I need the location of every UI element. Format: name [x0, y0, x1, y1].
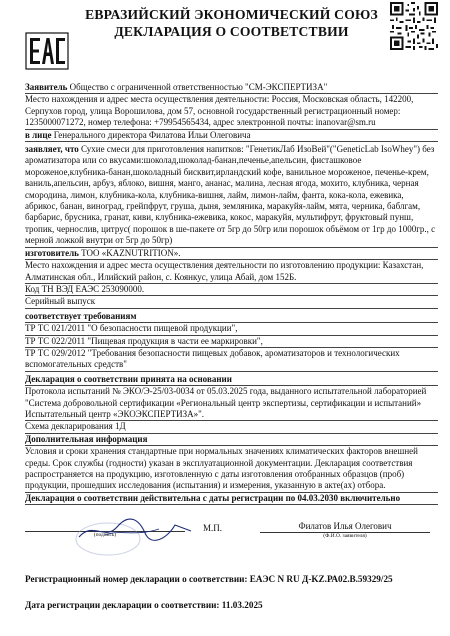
applicant-section [25, 82, 438, 94]
applicant-address: Место нахождения и адрес места осуществления деятельности: Россия, Московская область, 142200, Серпухов город, улица Ворошилова, дом 57, основной государственный регистрационный номер: 1235000071272, номер телефона: +79954565434, адрес электронной почты: inanovar@sm.ru [25, 94, 438, 129]
declares-label: заявляет, что [25, 144, 79, 155]
validity-label: Декларация о соответствии действительна с даты регистрации по [25, 492, 296, 503]
eac-logo-icon [25, 32, 69, 70]
requirement-item: ТР ТС 029/2012 "Требования безопасности пищевых добавок, ароматизаторов и технологических вспомогательных средств" [25, 348, 438, 372]
validity-row [25, 493, 438, 505]
manufacturer-label: изготовитель [25, 247, 79, 258]
stamp-mark: М.П. [203, 523, 223, 534]
applicant-label: Заявитель [25, 82, 68, 92]
title-union: ЕВРАЗИЙСКИЙ ЭКОНОМИЧЕСКИЙ СОЮЗ [85, 7, 378, 22]
requirements-label: соответствует требованиям [25, 311, 438, 323]
registration-date: 11.03.2025 [221, 600, 263, 611]
manufacturer-address: Место нахождения и адрес места осуществления деятельности по изготовлению продукции: Казахстан, Алматинская обл., Илийский район, с. Коянкус, улица Абай, дом 152Б. [25, 260, 438, 284]
basis-label: Декларация о соответствии принята на основании [25, 374, 438, 386]
requirement-item: ТР ТС 022/2011 "Пищевая продукция в части ее маркировки", [25, 336, 438, 348]
signature-block [25, 515, 438, 559]
declaration-body [25, 82, 438, 505]
signature-area [25, 521, 185, 539]
handwritten-signature-icon [75, 515, 195, 545]
validity-date: 04.03.2030 включительно [297, 492, 401, 503]
title-declaration: ДЕКЛАРАЦИЯ О СООТВЕТСТВИИ [114, 24, 349, 39]
requirement-item: ТР ТС 021/2011 "О безопасности пищевой продукции", [25, 323, 438, 335]
basis-text: Протокола испытаний № ЭКО/Э-25/03-0034 от 05.03.2025 года, выданного испытательной лабораторией "Система добровольной сертификации «Региональный центр экспертизы, сертификации и испытаний» Испытательный центр «ЭКОЭКСПЕРТИЗА»". [25, 386, 438, 421]
declaration-scheme: Схема декларирования 1Д [25, 421, 438, 433]
declares-section [25, 144, 438, 248]
applicant-person-row [25, 130, 438, 142]
name-caption: (Ф.И.О. заявителя) [323, 533, 367, 540]
signature-caption: (подпись) [93, 532, 117, 539]
registration-block [25, 573, 438, 611]
release-type: Серийный выпуск [25, 296, 438, 308]
signatory [260, 521, 430, 540]
registration-date-row [25, 599, 438, 611]
signatory-name: Филатов Илья Олегович [298, 521, 392, 532]
additional-label: Дополнительная информация [25, 434, 438, 446]
person-prefix: в лице [25, 129, 52, 140]
applicant-name: Общество с ограниченной ответственностью "СМ-ЭКСПЕРТИЗА" [69, 82, 328, 92]
registration-number: ЕАЭС N RU Д-KZ.РА02.В.59329/25 [249, 574, 393, 585]
manufacturer-name: ТОО «KAZNUTRITION». [81, 247, 181, 258]
product-description: Сухие смеси для приготовления напитков: "ГенетикЛаб ИзоВей"("GeneticLab IsoWhey") без ароматизатора или со вкусами:шоколад,шоколад-банан,печенье,апельсин, фисташковое мороженое,клубника-банан,шоколадный бисквит,ирландский кофе, ванильное мороженое, печенье-крем, ваниль,апельсин, арбуз, яблоко, вишня, манго, ананас, малина, лесная ягода, мохито, клубника, черная смородина, лимон, клубника-кола, клубника-вишня, лайм, лимон-лайм, фанта, кока-кола, ежевика, абрикос, банан, виноград, грейпфрут, груша, дыня, земляника, маракуйя-лайм, мята, черника, баблгам, барбарис, брусника, гранат, киви, клубника-ежевика, кокос, маракуйя, мультифрут, фруктовый пунш, тропик, чернослив, цитрус( порошок в ше-пакете от 5гр до 50гр или порошок объёмом от 1гр до 1000гр., с мерной ложкой внутри от 5гр до 50гр) [25, 144, 436, 246]
document-header [25, 0, 438, 82]
registration-number-row [25, 573, 438, 585]
applicant-person: Генерального директора Филатова Ильи Олеговича [53, 129, 251, 140]
tn-ved-code: Код ТН ВЭД ЕАЭС 253090000. [25, 284, 438, 296]
document-title [85, 6, 378, 40]
additional-text: Условия и сроки хранения стандартные при нормальных значениях климатических факторов внешней среды. Срок службы (годности) указан в эксплуатационной документации. Декларация соответствия распространяется на продукцию, изготовленную с даты изготовления отобранных образцов (проб) продукции, прошедших исследования (испытания) и измерения, указанную в акте(ах) отбора. [25, 446, 438, 493]
qr-code-icon [390, 2, 438, 50]
registration-date-label: Дата регистрации декларации о соответствии: [25, 600, 220, 611]
manufacturer-row [25, 248, 438, 260]
registration-label: Регистрационный номер декларации о соответствии: [25, 574, 248, 585]
